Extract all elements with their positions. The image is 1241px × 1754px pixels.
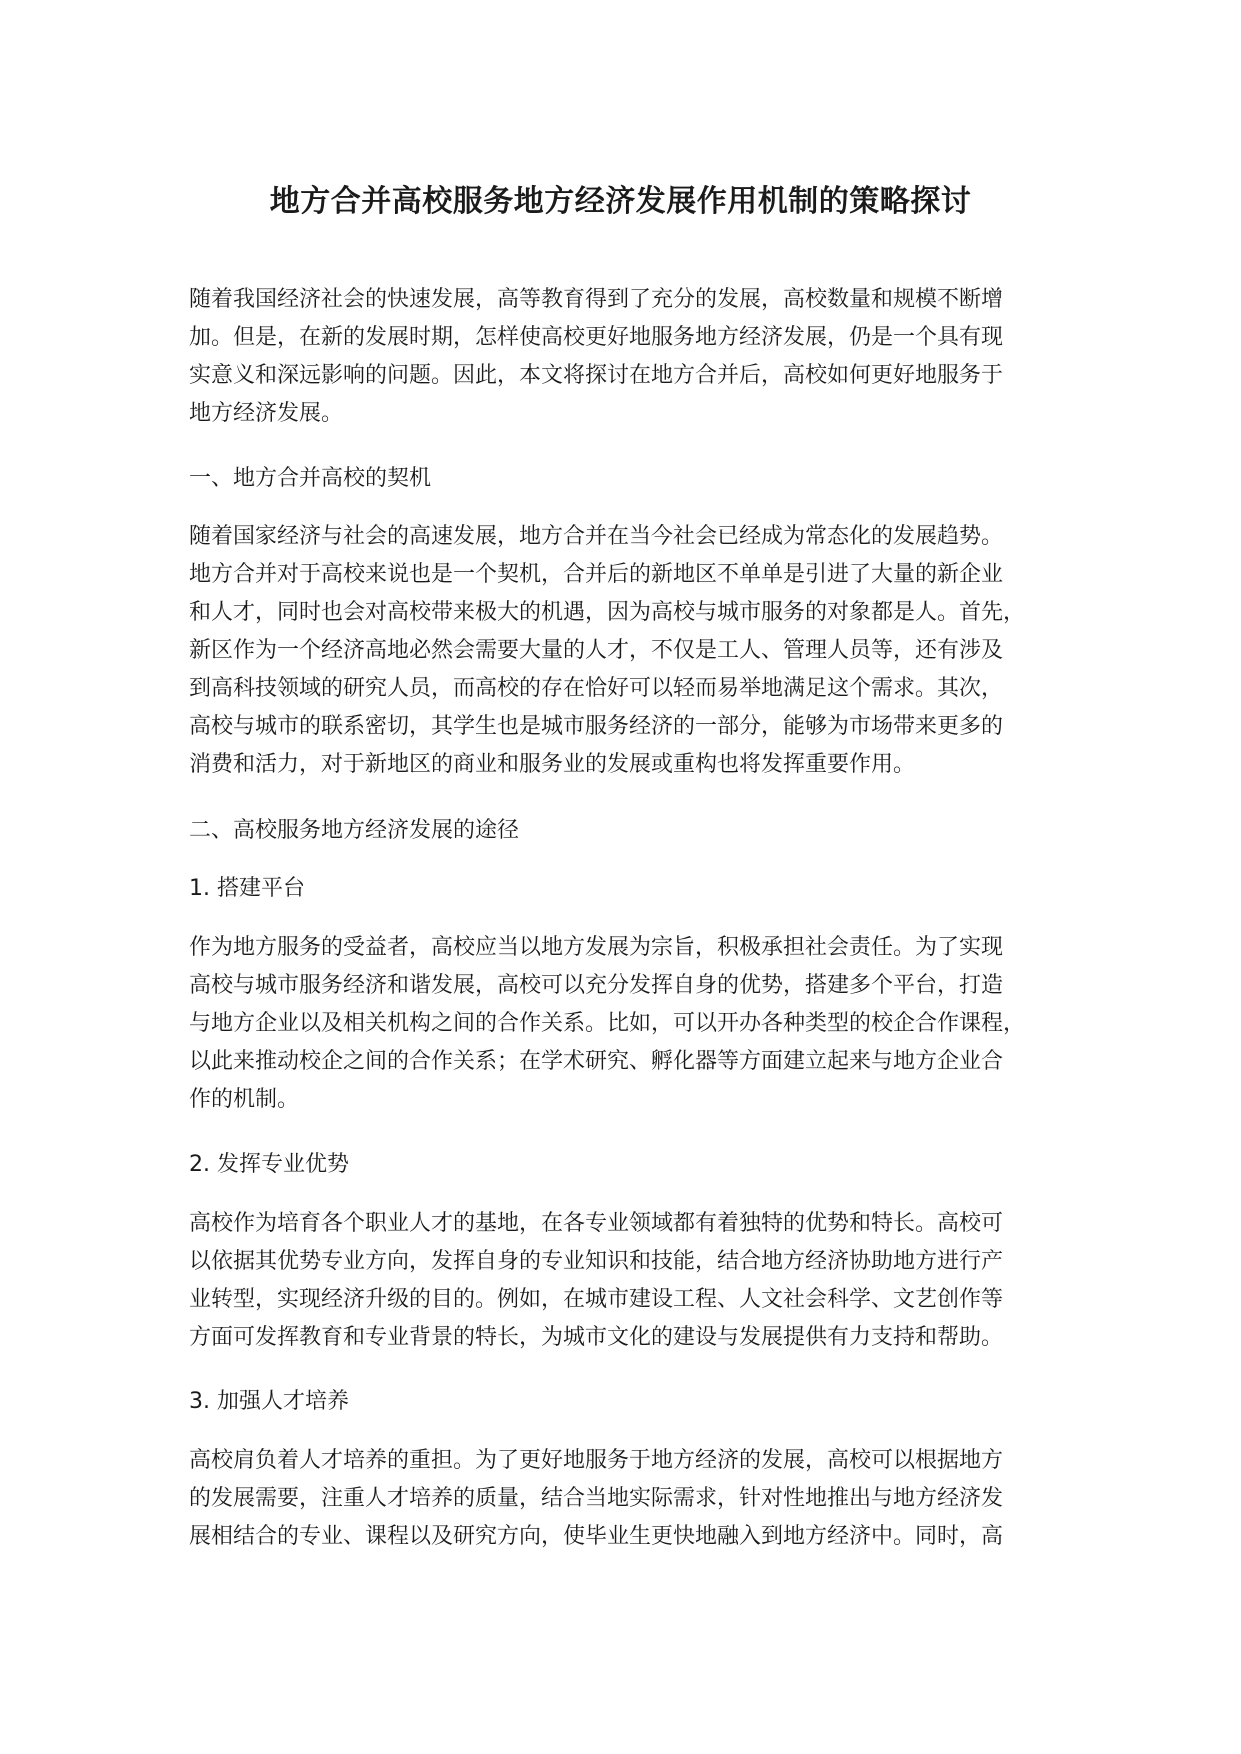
- paragraph-line: 与地方企业以及相关机构之间的合作关系。比如，可以开办各种类型的校企合作课程，: [189, 1011, 1026, 1036]
- section1-heading-block: [189, 460, 1069, 498]
- subsection2-paragraph: [189, 1205, 1069, 1357]
- subsection-heading: 3. 加强人才培养: [189, 1389, 349, 1414]
- subsection1-paragraph: [189, 929, 1069, 1119]
- section1-paragraph: [189, 518, 1069, 784]
- section2-heading-block: [189, 812, 1069, 850]
- paragraph-line: 业转型，实现经济升级的目的。例如，在城市建设工程、人文社会科学、文艺创作等: [189, 1287, 1004, 1312]
- paragraph-line: 实意义和深远影响的问题。因此，本文将探讨在地方合并后，高校如何更好地服务于: [189, 363, 1004, 388]
- subsection2-heading-block: [189, 1146, 1069, 1184]
- paragraph-line: 高校肩负着人才培养的重担。为了更好地服务于地方经济的发展，高校可以根据地方: [189, 1448, 1004, 1473]
- paragraph-line: 加。但是，在新的发展时期，怎样使高校更好地服务地方经济发展，仍是一个具有现: [189, 325, 1004, 350]
- paragraph-line: 地方经济发展。: [189, 401, 344, 426]
- subsection3-heading-block: [189, 1383, 1069, 1421]
- paragraph-line: 以依据其优势专业方向，发挥自身的专业知识和技能，结合地方经济协助地方进行产: [189, 1249, 1004, 1274]
- paragraph-line: 作为地方服务的受益者，高校应当以地方发展为宗旨，积极承担社会责任。为了实现: [189, 935, 1004, 960]
- paragraph-line: 展相结合的专业、课程以及研究方向，使毕业生更快地融入到地方经济中。同时，高: [189, 1524, 1004, 1549]
- paragraph-line: 高校作为培育各个职业人才的基地，在各专业领域都有着独特的优势和特长。高校可: [189, 1211, 1004, 1236]
- paragraph-line: 随着国家经济与社会的高速发展，地方合并在当今社会已经成为常态化的发展趋势。: [189, 524, 1004, 549]
- paragraph-line: 的发展需要，注重人才培养的质量，结合当地实际需求，针对性地推出与地方经济发: [189, 1486, 1004, 1511]
- subsection1-heading-block: [189, 870, 1069, 908]
- paragraph-line: 到高科技领域的研究人员，而高校的存在恰好可以轻而易举地满足这个需求。其次，: [189, 676, 1004, 701]
- subsection-heading: 1. 搭建平台: [189, 876, 305, 901]
- document-title: 地方合并高校服务地方经济发展作用机制的策略探讨: [269, 184, 972, 219]
- paragraph-line: 以此来推动校企之间的合作关系；在学术研究、孵化器等方面建立起来与地方企业合: [189, 1049, 1004, 1074]
- section-heading: 二、高校服务地方经济发展的途径: [189, 818, 520, 843]
- section-heading: 一、地方合并高校的契机: [189, 466, 432, 491]
- paragraph-line: 消费和活力，对于新地区的商业和服务业的发展或重构也将发挥重要作用。: [189, 752, 916, 777]
- intro-paragraph: [189, 281, 1069, 433]
- subsection3-paragraph: [189, 1442, 1069, 1556]
- paragraph-line: 方面可发挥教育和专业背景的特长，为城市文化的建设与发展提供有力支持和帮助。: [189, 1325, 1004, 1350]
- subsection-heading: 2. 发挥专业优势: [189, 1152, 349, 1177]
- paragraph-line: 和人才，同时也会对高校带来极大的机遇，因为高校与城市服务的对象都是人。首先，: [189, 600, 1026, 625]
- paragraph-line: 高校与城市的联系密切，其学生也是城市服务经济的一部分，能够为市场带来更多的: [189, 714, 1004, 739]
- paragraph-line: 随着我国经济社会的快速发展，高等教育得到了充分的发展，高校数量和规模不断增: [189, 287, 1004, 312]
- paragraph-line: 作的机制。: [189, 1087, 300, 1112]
- paragraph-line: 地方合并对于高校来说也是一个契机，合并后的新地区不单单是引进了大量的新企业: [189, 562, 1004, 587]
- paragraph-line: 高校与城市服务经济和谐发展，高校可以充分发挥自身的优势，搭建多个平台，打造: [189, 973, 1004, 998]
- paragraph-line: 新区作为一个经济高地必然会需要大量的人才，不仅是工人、管理人员等，还有涉及: [189, 638, 1004, 663]
